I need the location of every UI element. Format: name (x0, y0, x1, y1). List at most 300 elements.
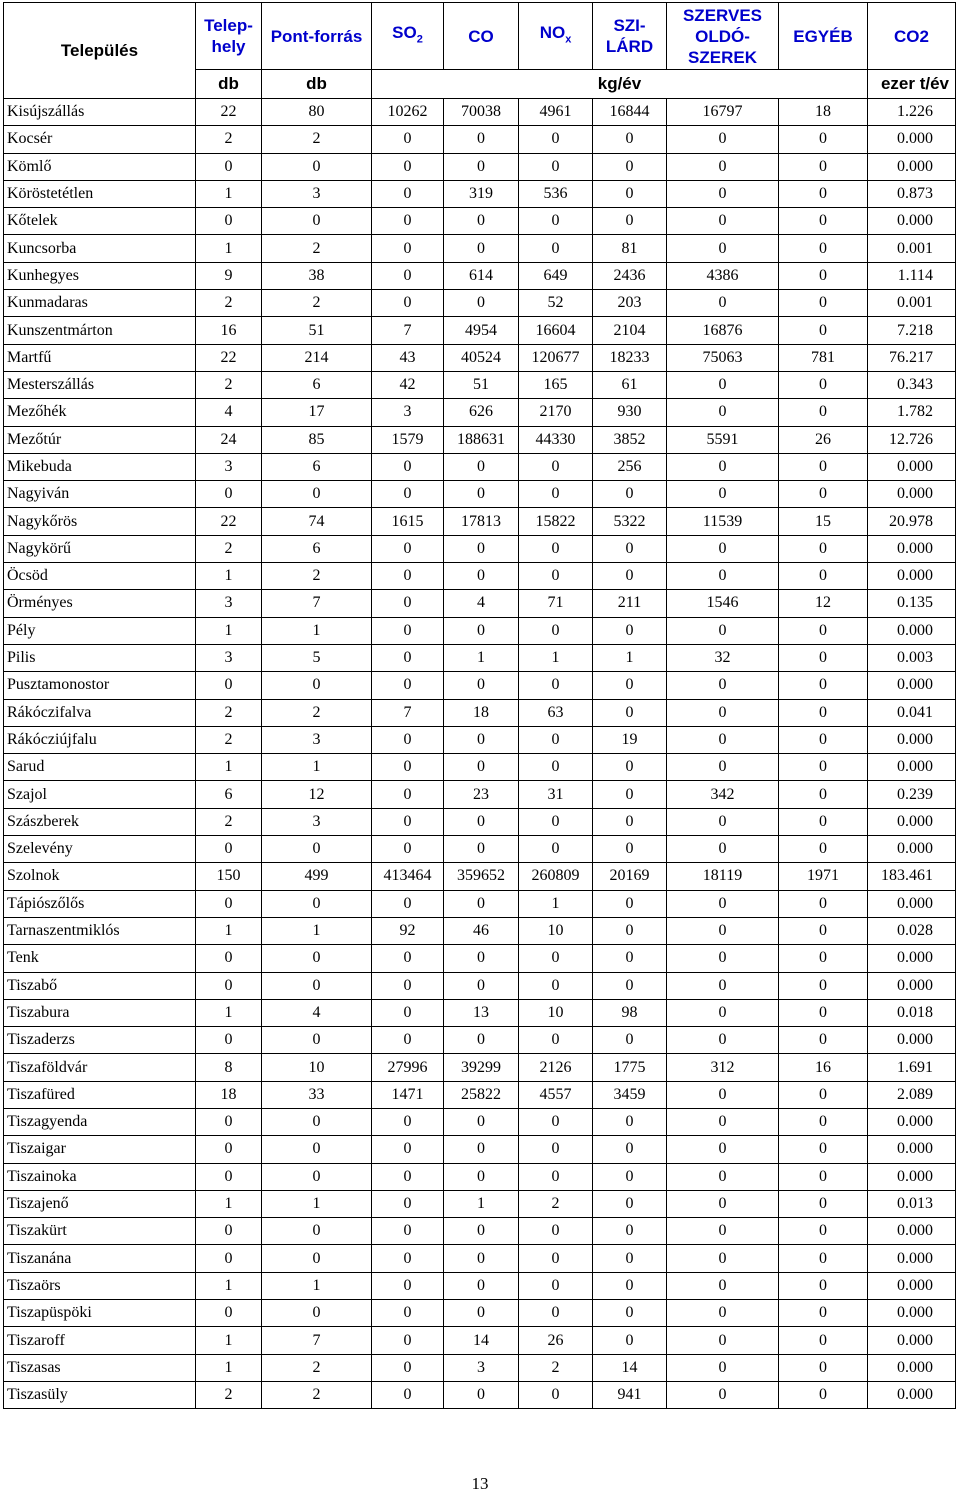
value-cell: 0 (372, 1272, 444, 1299)
value-cell: 2170 (519, 399, 593, 426)
settlement-name-cell: Tápiószőlős (4, 890, 196, 917)
value-cell: 0.028 (868, 917, 956, 944)
value-cell: 0.000 (868, 481, 956, 508)
col-header-szerves-label: SZERVES OLDÓ-SZEREK (682, 5, 763, 67)
table-row (4, 1327, 956, 1354)
value-cell: 0.000 (868, 1163, 956, 1190)
settlement-name-cell: Tiszaigar (4, 1136, 196, 1163)
value-cell: 1971 (779, 863, 868, 890)
value-cell: 0 (519, 535, 593, 562)
value-cell: 0 (444, 1300, 519, 1327)
value-cell: 214 (262, 344, 372, 371)
unit-pontforras: db (262, 70, 372, 99)
table-row (4, 781, 956, 808)
value-cell: 183.461 (868, 863, 956, 890)
table-row (4, 1190, 956, 1217)
value-cell: 3 (196, 590, 262, 617)
value-cell: 0 (593, 945, 667, 972)
settlement-name-cell: Kömlő (4, 153, 196, 180)
value-cell: 0.000 (868, 754, 956, 781)
value-cell: 3 (372, 399, 444, 426)
value-cell: 0 (667, 999, 779, 1026)
col-header-egyeb-label: EGYÉB (793, 26, 853, 46)
value-cell: 0 (372, 126, 444, 153)
value-cell: 0.000 (868, 453, 956, 480)
value-cell: 0 (262, 1245, 372, 1272)
table-row (4, 836, 956, 863)
value-cell: 0 (519, 481, 593, 508)
value-cell: 0 (519, 754, 593, 781)
emissions-table (3, 2, 956, 1409)
value-cell: 0 (519, 1027, 593, 1054)
settlement-name-cell: Tiszabura (4, 999, 196, 1026)
value-cell: 0 (779, 208, 868, 235)
value-cell: 1 (262, 617, 372, 644)
value-cell: 536 (519, 180, 593, 207)
table-row (4, 99, 956, 126)
table-row (4, 481, 956, 508)
value-cell: 0 (667, 890, 779, 917)
value-cell: 0 (593, 535, 667, 562)
value-cell: 2 (196, 535, 262, 562)
settlement-name-cell: Szajol (4, 781, 196, 808)
settlement-name-cell: Tiszaderzs (4, 1027, 196, 1054)
value-cell: 0 (667, 1190, 779, 1217)
value-cell: 1 (262, 1190, 372, 1217)
value-cell: 0 (667, 1081, 779, 1108)
table-row (4, 126, 956, 153)
value-cell: 0 (779, 317, 868, 344)
value-cell: 0 (262, 836, 372, 863)
value-cell: 13 (444, 999, 519, 1026)
value-cell: 0 (196, 1108, 262, 1135)
value-cell: 2 (262, 126, 372, 153)
settlement-name-cell: Sarud (4, 754, 196, 781)
table-row (4, 235, 956, 262)
value-cell: 0 (519, 235, 593, 262)
settlement-name-cell: Nagykőrös (4, 508, 196, 535)
settlement-name-cell: Öcsöd (4, 563, 196, 590)
value-cell: 319 (444, 180, 519, 207)
value-cell: 0 (196, 153, 262, 180)
value-cell: 6 (196, 781, 262, 808)
value-cell: 0 (372, 153, 444, 180)
value-cell: 26 (519, 1327, 593, 1354)
value-cell: 0 (372, 972, 444, 999)
value-cell: 0 (372, 1218, 444, 1245)
table-row (4, 1272, 956, 1299)
value-cell: 0 (519, 126, 593, 153)
value-cell: 0 (667, 1245, 779, 1272)
value-cell: 51 (262, 317, 372, 344)
value-cell: 0.000 (868, 972, 956, 999)
value-cell: 0.343 (868, 371, 956, 398)
value-cell: 0 (593, 208, 667, 235)
col-header-nox-label: NO (539, 22, 566, 42)
settlement-name-cell: Kunmadaras (4, 290, 196, 317)
value-cell: 10 (262, 1054, 372, 1081)
value-cell: 2 (519, 1190, 593, 1217)
value-cell: 1.691 (868, 1054, 956, 1081)
value-cell: 0 (372, 1354, 444, 1381)
col-header-egyeb (779, 3, 868, 70)
value-cell: 0 (779, 1300, 868, 1327)
value-cell: 0 (262, 1218, 372, 1245)
value-cell: 0.873 (868, 180, 956, 207)
value-cell: 0 (593, 836, 667, 863)
value-cell: 1.226 (868, 99, 956, 126)
value-cell: 0 (372, 890, 444, 917)
col-header-pontforras-label: Pont-forrás (270, 26, 363, 46)
settlement-name-cell: Tiszainoka (4, 1163, 196, 1190)
value-cell: 0 (593, 754, 667, 781)
value-cell: 0 (372, 836, 444, 863)
value-cell: 4 (196, 399, 262, 426)
settlement-name-cell: Örményes (4, 590, 196, 617)
table-row (4, 808, 956, 835)
value-cell: 0 (444, 945, 519, 972)
value-cell: 0 (779, 945, 868, 972)
table-row (4, 508, 956, 535)
value-cell: 0 (593, 972, 667, 999)
value-cell: 0 (444, 617, 519, 644)
value-cell: 2 (262, 1354, 372, 1381)
table-row (4, 1245, 956, 1272)
table-row (4, 917, 956, 944)
value-cell: 1 (444, 644, 519, 671)
value-cell: 0 (779, 1163, 868, 1190)
value-cell: 98 (593, 999, 667, 1026)
value-cell: 0 (667, 836, 779, 863)
col-header-co2-label: CO2 (894, 26, 929, 46)
value-cell: 1579 (372, 426, 444, 453)
value-cell: 0 (519, 563, 593, 590)
value-cell: 20.978 (868, 508, 956, 535)
value-cell: 6 (262, 371, 372, 398)
value-cell: 0 (372, 999, 444, 1026)
value-cell: 0 (779, 453, 868, 480)
value-cell: 0 (593, 563, 667, 590)
value-cell: 2 (262, 235, 372, 262)
value-cell: 0.239 (868, 781, 956, 808)
value-cell: 0 (779, 726, 868, 753)
value-cell: 0 (519, 1218, 593, 1245)
value-cell: 0 (262, 972, 372, 999)
value-cell: 6 (262, 535, 372, 562)
value-cell: 4954 (444, 317, 519, 344)
value-cell: 16844 (593, 99, 667, 126)
value-cell: 3 (262, 180, 372, 207)
value-cell: 165 (519, 371, 593, 398)
value-cell: 0 (372, 235, 444, 262)
value-cell: 0 (779, 672, 868, 699)
value-cell: 0 (779, 1136, 868, 1163)
value-cell: 0 (372, 1027, 444, 1054)
value-cell: 0 (667, 126, 779, 153)
value-cell: 0 (519, 208, 593, 235)
table-row (4, 453, 956, 480)
value-cell: 211 (593, 590, 667, 617)
value-cell: 0 (519, 1108, 593, 1135)
value-cell: 0 (372, 208, 444, 235)
value-cell: 24 (196, 426, 262, 453)
value-cell: 0 (667, 1136, 779, 1163)
value-cell: 0 (444, 1108, 519, 1135)
value-cell: 1 (262, 917, 372, 944)
value-cell: 2 (196, 808, 262, 835)
value-cell: 0 (667, 208, 779, 235)
value-cell: 18 (444, 699, 519, 726)
value-cell: 0 (667, 535, 779, 562)
value-cell: 0 (667, 1354, 779, 1381)
value-cell: 0 (196, 836, 262, 863)
col-header-telepules (4, 3, 196, 99)
value-cell: 0 (444, 290, 519, 317)
value-cell: 0 (593, 1163, 667, 1190)
settlement-name-cell: Mezőhék (4, 399, 196, 426)
table-row (4, 317, 956, 344)
value-cell: 0.000 (868, 126, 956, 153)
value-cell: 16797 (667, 99, 779, 126)
value-cell: 1 (593, 644, 667, 671)
value-cell: 0 (372, 781, 444, 808)
value-cell: 0 (444, 481, 519, 508)
settlement-name-cell: Tiszakürt (4, 1218, 196, 1245)
value-cell: 2 (196, 699, 262, 726)
value-cell: 0.000 (868, 535, 956, 562)
value-cell: 0 (593, 1327, 667, 1354)
value-cell: 7 (262, 590, 372, 617)
value-cell: 23 (444, 781, 519, 808)
value-cell: 0 (372, 1108, 444, 1135)
value-cell: 0.000 (868, 1272, 956, 1299)
settlement-name-cell: Pusztamonostor (4, 672, 196, 699)
settlement-name-cell: Tiszasüly (4, 1381, 196, 1408)
settlement-name-cell: Pély (4, 617, 196, 644)
value-cell: 312 (667, 1054, 779, 1081)
settlement-name-cell: Tarnaszentmiklós (4, 917, 196, 944)
value-cell: 81 (593, 235, 667, 262)
value-cell: 0 (593, 917, 667, 944)
value-cell: 0 (444, 890, 519, 917)
value-cell: 0 (262, 945, 372, 972)
value-cell: 0 (667, 235, 779, 262)
value-cell: 1 (519, 890, 593, 917)
value-cell: 0 (262, 1027, 372, 1054)
value-cell: 4557 (519, 1081, 593, 1108)
value-cell: 0.041 (868, 699, 956, 726)
settlement-name-cell: Tiszaföldvár (4, 1054, 196, 1081)
value-cell: 0 (372, 726, 444, 753)
value-cell: 1.114 (868, 262, 956, 289)
value-cell: 0.135 (868, 590, 956, 617)
table-body (4, 99, 956, 1409)
value-cell: 0 (444, 1381, 519, 1408)
value-cell: 0 (779, 836, 868, 863)
header-row (4, 3, 956, 70)
settlement-name-cell: Kunhegyes (4, 262, 196, 289)
value-cell: 0 (372, 808, 444, 835)
value-cell: 0 (779, 699, 868, 726)
col-header-co (444, 3, 519, 70)
value-cell: 0 (593, 808, 667, 835)
col-header-co-label: CO (468, 26, 494, 46)
value-cell: 0 (262, 153, 372, 180)
value-cell: 0 (667, 1218, 779, 1245)
value-cell: 0 (779, 754, 868, 781)
value-cell: 16876 (667, 317, 779, 344)
table-row (4, 399, 956, 426)
value-cell: 0 (667, 1327, 779, 1354)
value-cell: 0 (519, 1272, 593, 1299)
col-header-szerves (667, 3, 779, 70)
value-cell: 0 (444, 563, 519, 590)
value-cell: 2 (196, 726, 262, 753)
settlement-name-cell: Tiszaörs (4, 1272, 196, 1299)
value-cell: 26 (779, 426, 868, 453)
settlement-name-cell: Szelevény (4, 836, 196, 863)
value-cell: 649 (519, 262, 593, 289)
value-cell: 0 (372, 1300, 444, 1327)
value-cell: 1 (262, 1272, 372, 1299)
value-cell: 0 (593, 1136, 667, 1163)
value-cell: 0 (372, 1163, 444, 1190)
value-cell: 0 (372, 1327, 444, 1354)
value-cell: 0 (519, 1245, 593, 1272)
value-cell: 0 (593, 617, 667, 644)
value-cell: 0 (196, 1027, 262, 1054)
value-cell: 0 (444, 235, 519, 262)
value-cell: 188631 (444, 426, 519, 453)
value-cell: 2 (196, 290, 262, 317)
value-cell: 1 (196, 999, 262, 1026)
settlement-name-cell: Rákóczifalva (4, 699, 196, 726)
value-cell: 0 (372, 262, 444, 289)
col-header-telepules-label: Település (60, 41, 139, 60)
col-header-nox-sub: x (565, 33, 572, 46)
value-cell: 17 (262, 399, 372, 426)
col-header-szilard (593, 3, 667, 70)
value-cell: 0 (593, 699, 667, 726)
value-cell: 0 (196, 1245, 262, 1272)
value-cell: 1775 (593, 1054, 667, 1081)
value-cell: 0 (667, 1027, 779, 1054)
table-row (4, 754, 956, 781)
value-cell: 0 (519, 1300, 593, 1327)
value-cell: 17813 (444, 508, 519, 535)
value-cell: 1 (196, 1354, 262, 1381)
value-cell: 0 (593, 481, 667, 508)
value-cell: 18119 (667, 863, 779, 890)
value-cell: 18 (779, 99, 868, 126)
value-cell: 0 (779, 1245, 868, 1272)
value-cell: 0 (262, 672, 372, 699)
value-cell: 11539 (667, 508, 779, 535)
value-cell: 1615 (372, 508, 444, 535)
value-cell: 19 (593, 726, 667, 753)
value-cell: 2.089 (868, 1081, 956, 1108)
value-cell: 80 (262, 99, 372, 126)
table-row (4, 208, 956, 235)
value-cell: 10 (519, 917, 593, 944)
value-cell: 0 (262, 890, 372, 917)
value-cell: 0 (593, 1190, 667, 1217)
value-cell: 1 (196, 563, 262, 590)
value-cell: 2126 (519, 1054, 593, 1081)
value-cell: 0.000 (868, 1218, 956, 1245)
table-row (4, 426, 956, 453)
value-cell: 85 (262, 426, 372, 453)
value-cell: 0.000 (868, 1300, 956, 1327)
value-cell: 0 (593, 890, 667, 917)
value-cell: 0 (444, 726, 519, 753)
value-cell: 31 (519, 781, 593, 808)
value-cell: 51 (444, 371, 519, 398)
value-cell: 43 (372, 344, 444, 371)
value-cell: 0 (444, 1163, 519, 1190)
value-cell: 2 (196, 371, 262, 398)
value-cell: 0 (196, 1300, 262, 1327)
value-cell: 0 (667, 399, 779, 426)
value-cell: 0 (196, 945, 262, 972)
value-cell: 12 (779, 590, 868, 617)
value-cell: 150 (196, 863, 262, 890)
value-cell: 0 (444, 1027, 519, 1054)
table-row (4, 726, 956, 753)
value-cell: 7.218 (868, 317, 956, 344)
value-cell: 0 (444, 1272, 519, 1299)
value-cell: 0 (779, 999, 868, 1026)
value-cell: 0.000 (868, 1108, 956, 1135)
value-cell: 0 (667, 699, 779, 726)
value-cell: 76.217 (868, 344, 956, 371)
value-cell: 22 (196, 508, 262, 535)
table-row (4, 1381, 956, 1408)
value-cell: 0 (779, 644, 868, 671)
value-cell: 0 (593, 153, 667, 180)
value-cell: 0 (372, 1190, 444, 1217)
value-cell: 342 (667, 781, 779, 808)
value-cell: 61 (593, 371, 667, 398)
value-cell: 0 (779, 890, 868, 917)
value-cell: 0 (372, 180, 444, 207)
value-cell: 0 (593, 672, 667, 699)
value-cell: 0 (667, 1381, 779, 1408)
value-cell: 3852 (593, 426, 667, 453)
value-cell: 0 (779, 1190, 868, 1217)
settlement-name-cell: Tiszajenő (4, 1190, 196, 1217)
settlement-name-cell: Mezőtúr (4, 426, 196, 453)
table-row (4, 344, 956, 371)
settlement-name-cell: Szolnok (4, 863, 196, 890)
value-cell: 1 (196, 754, 262, 781)
value-cell: 32 (667, 644, 779, 671)
value-cell: 1 (196, 1272, 262, 1299)
value-cell: 0 (444, 836, 519, 863)
value-cell: 0 (667, 153, 779, 180)
value-cell: 0 (667, 563, 779, 590)
value-cell: 0.018 (868, 999, 956, 1026)
value-cell: 0 (519, 972, 593, 999)
value-cell: 0 (779, 972, 868, 999)
value-cell: 1 (196, 617, 262, 644)
value-cell: 0 (779, 781, 868, 808)
value-cell: 22 (196, 344, 262, 371)
value-cell: 614 (444, 262, 519, 289)
value-cell: 0 (779, 535, 868, 562)
value-cell: 7 (372, 317, 444, 344)
value-cell: 0 (779, 617, 868, 644)
